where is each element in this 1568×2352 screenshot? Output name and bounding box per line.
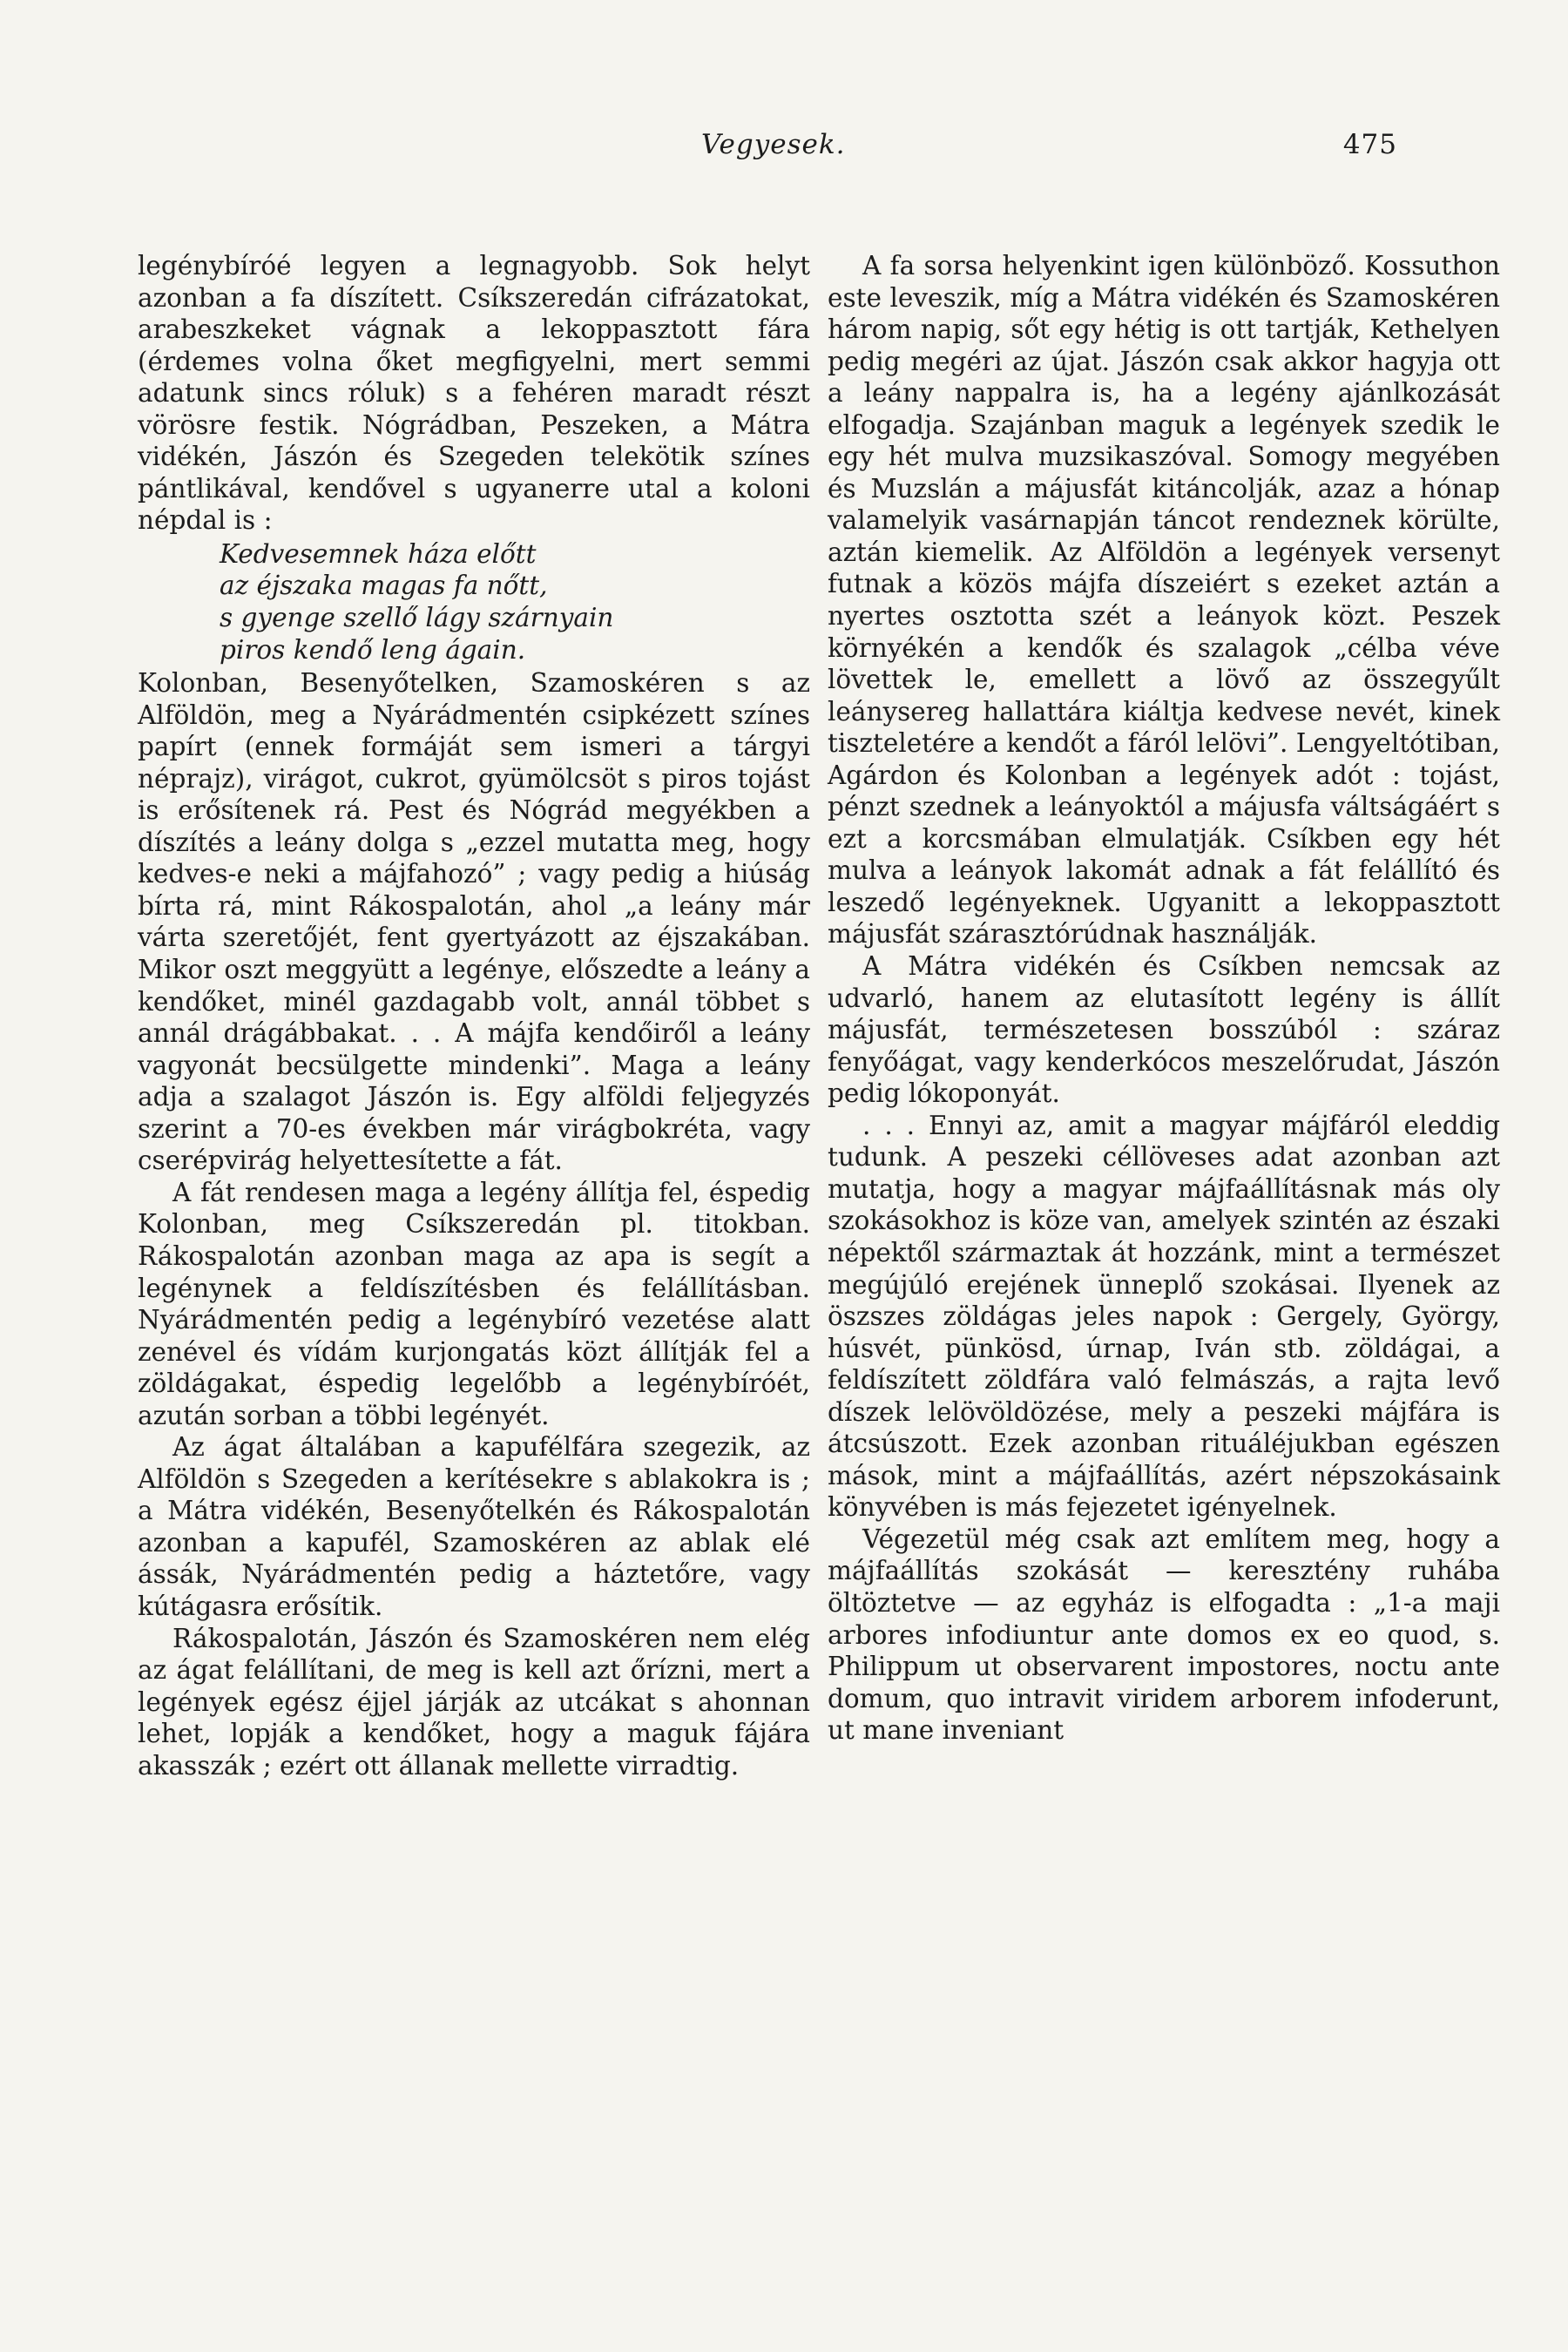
poem-line: Kedvesemnek háza előtt bbox=[220, 538, 537, 569]
paragraph: . . . Ennyi az, amit a magyar májfáról eleddig tudunk. A peszeki céllöveses adat azonban azt mutatja, hogy a magyar májfaállításnak más oly szokásokhoz is köze van, amelyek szintén az északi népektől származtak át hozzánk, mint a természet megújúló erejének ünneplő szokásai. Ilyenek az öszszes zöldágas jeles napok : Gergely, György, húsvét, pünkösd, úrnap, Iván stb. zöldágai, a feldíszített zöldfára való felmászás, a rajta levő díszek lelövöldözése, mely a peszeki májfára is átcsúszott. Ezek azonban rituáléjukban egészen mások, mint a májfaállítás, azért népszokásaink könyvében is más fejezetet igényelnek. bbox=[828, 1110, 1500, 1523]
left-column bbox=[138, 250, 810, 1781]
paragraph: Az ágat általában a kapufélfára szegezik, az Alföldön s Szegeden a kerítésekre s ablakokra is ; a Mátra vidékén, Besenyőtelkén és Rákospalotán azonban a kapufél, Szamoskéren az ablak elé ássák, Nyárádmentén pedig a háztetőre, vagy kútágasra erősítik. bbox=[138, 1432, 810, 1621]
right-column bbox=[828, 250, 1500, 1747]
paragraph: A Mátra vidékén és Csíkben nemcsak az udvarló, hanem az elutasított legény is állít májusfát, természetesen bosszúból : száraz fenyőágat, vagy kenderkócos meszelőrudat, Jászón pedig lókoponyát. bbox=[828, 951, 1500, 1109]
page-number: 475 bbox=[1342, 129, 1397, 160]
poem-line: piros kendő leng ágain. bbox=[220, 634, 526, 665]
paragraph: Rákospalotán, Jászón és Szamoskéren nem elég az ágat felállítani, de meg is kell azt őrízni, mert a legények egész éjjel járják az utcákat s ahonnan lehet, lopják a kendőket, hogy a maguk fájára akasszák ; ezért ott állanak mellette virradtig. bbox=[138, 1623, 810, 1781]
paragraph: A fát rendesen maga a legény állítja fel, éspedig Kolonban, meg Csíkszeredán pl. titokban. Rákospalotán azonban maga az apa is segít a legénynek a feldíszítésben és felállításban. Nyárádmentén pedig a legénybíró vezetése alatt zenével és vídám kurjongatás közt állítják fel a zöldágakat, éspedig legelőbb a legénybíróét, azután sorban a többi legényét. bbox=[138, 1177, 810, 1430]
running-head: Vegyesek. bbox=[701, 129, 846, 160]
poem-line: az éjszaka magas fa nőtt, bbox=[220, 571, 548, 601]
paragraph: legénybíróé legyen a legnagyobb. Sok helyt azonban a fa díszített. Csíkszeredán cifrázatokat, arabeszkeket vágnak a lekoppasztott fára (érdemes volna őket megfigyelni, mert semmi adatunk sincs róluk) s a fehéren maradt részt vörösre festik. Nógrádban, Peszeken, a Mátra vidékén, Jászón és Szegeden telekötik színes pántlikával, kendővel s ugyanerre utal a koloni népdal is : bbox=[138, 251, 810, 536]
paragraph: A fa sorsa helyenkint igen különböző. Kossuthon este leveszik, míg a Mátra vidékén és Szamoskéren három napig, sőt egy hétig is ott tartják, Kethelyen pedig megéri az újat. Jászón csak akkor hagyja ott a leány nappalra is, ha a legény ajánlkozását elfogadja. Szajánban maguk a legények szedik le egy hét mulva muzsikaszóval. Somogy megyében és Muzslán a májusfát kitáncolják, azaz a hónap valamelyik vasárnapján táncot rendeznek körülte, aztán kiemelik. Az Alföldön a legények versenyt futnak a közös májfa díszeiért s ezeket aztán a nyertes osztotta szét a leányok közt. Peszek környékén a kendők és szalagok „célba véve lövettek le, emellett a lövő az összegyűlt leánysereg hallattára kiáltja kedvese nevét, kinek tiszteletére a kendőt a fáról lelövi”. Lengyeltótiban, Agárdon és Kolonban a legények adót : tojást, pénzt szednek a leányoktól a májusfa váltságáért s ezt a korcsmában elmulatják. Csíkben egy hét mulva a leányok lakomát adnak a fát felállító és leszedő legényeknek. Ugyanitt a lekoppasztott májusfát szárasztórúdnak használják. bbox=[828, 251, 1501, 950]
paragraph: Végezetül még csak azt említem meg, hogy a májfaállítás szokását — keresztény ruhába öltöztetve — az egyház is elfogadta : „1-a maji arbores infodiuntur ante domos ex eo quod, s. Philippum ut observarent impostores, noctu ante domum, quo intravit viridem arborem infoderunt, ut mane inveniant bbox=[828, 1524, 1500, 1746]
paragraph: Kolonban, Besenyőtelken, Szamoskéren s az Alföldön, meg a Nyárádmentén csipkézett színes papírt (ennek formáját sem ismeri a tárgyi néprajz), virágot, cukrot, gyümölcsöt s piros tojást is erősítenek rá. Pest és Nógrád megyékben a díszítés a leány dolga s „ezzel mutatta meg, hogy kedves-e neki a májfahozó” ; vagy pedig a hiúság bírta rá, mint Rákospalotán, ahol „a leány már várta szeretőjét, fent gyertyázott az éjszakában. Mikor oszt meggyütt a legénye, előszedte a leány a kendőket, minél gazdagabb volt, annál többet s annál drágábbakat. . . A májfa kendőiről a leány vagyonát becsülgette mindenki”. Maga a leány adja a szalagot Jászón is. Egy alföldi feljegyzés szerint a 70-es években már virágbokréta, vagy cserépvirág helyettesítette a fát. bbox=[138, 668, 810, 1176]
poem-line: s gyenge szellő lágy szárnyain bbox=[220, 603, 614, 633]
poem-quote bbox=[220, 538, 810, 666]
